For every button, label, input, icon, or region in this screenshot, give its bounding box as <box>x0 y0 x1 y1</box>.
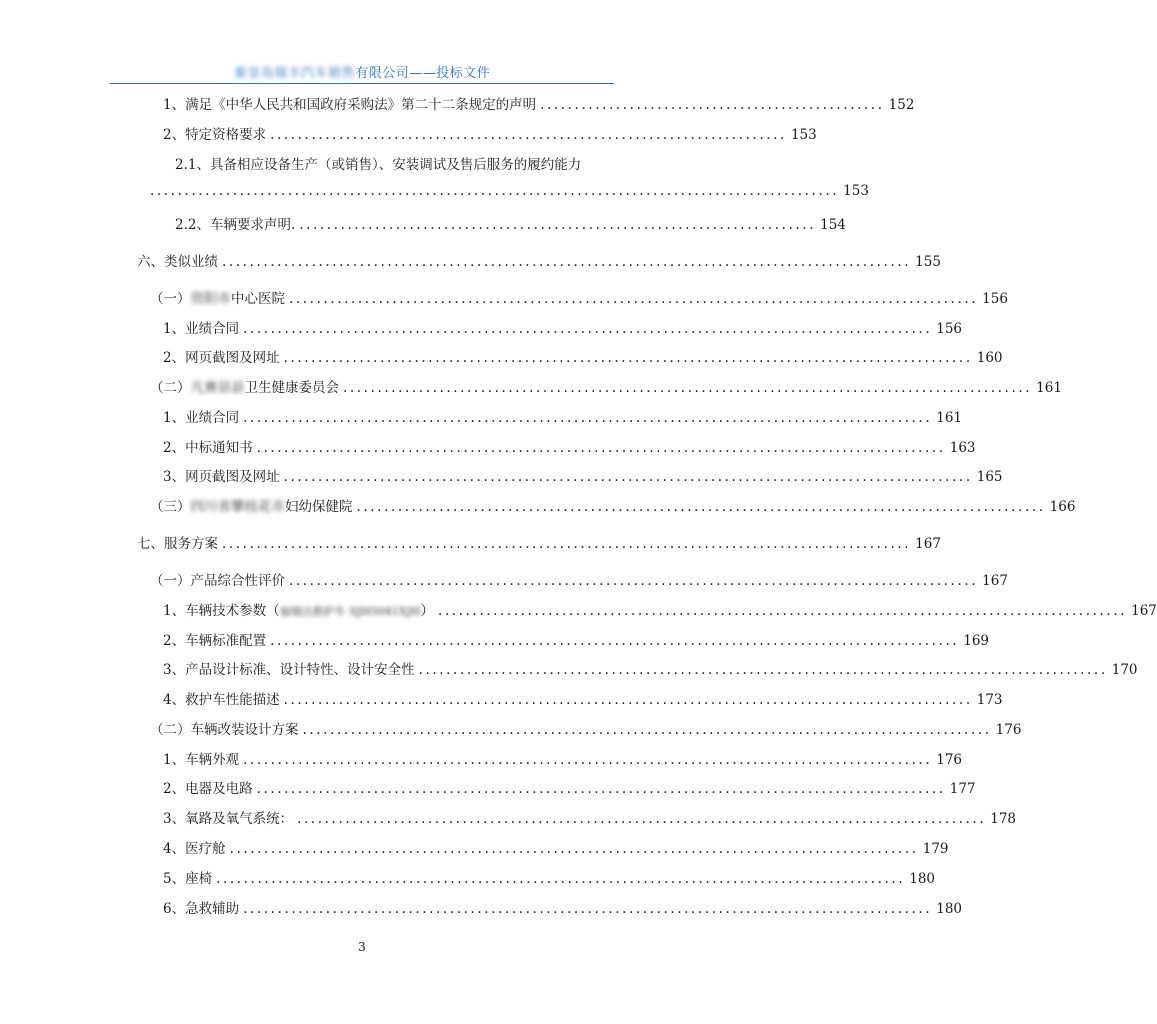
toc-entry-continuation[interactable]: .................................................................................................... 153 <box>150 183 869 199</box>
dot-leader: .................................................................................................... <box>297 811 987 827</box>
toc-entry[interactable]: 2、中标通知书 .................................................................................................... 163 <box>163 440 976 456</box>
toc-entry[interactable]: 1、车辆技术参数（福瑞达救护车 SJH5041XJH） .................................................................................................... 167 <box>163 603 1157 619</box>
toc-subsection[interactable]: （三）四川省攀枝花市妇幼保健院 .................................................................................................... 166 <box>150 499 1076 515</box>
page-number: 3 <box>358 940 366 954</box>
dot-leader: .................................................................................................... <box>270 633 960 649</box>
dot-leader: .................................................................................................... <box>289 291 979 307</box>
company-name-redacted: 秦皇岛瑞丰汽车销售 <box>233 66 356 81</box>
dot-leader: .................................................................................................... <box>222 536 912 552</box>
toc-entry[interactable]: 2、特定资格要求 ........................................................................... 153 <box>163 127 817 143</box>
dot-leader: .................................................................................................... <box>256 440 946 456</box>
dot-leader: .................................................................................................... <box>243 901 933 917</box>
redacted-text: 四川省攀枝花市 <box>190 499 285 515</box>
dot-leader: .................................................................................................... <box>289 573 979 589</box>
dot-leader: .................................................................................................... <box>243 410 933 426</box>
redacted-text: 福瑞达救护车 SJH5041XJH <box>279 605 421 618</box>
dot-leader: .................................................................................................... <box>150 183 840 199</box>
toc-subsection[interactable]: （一）产品综合性评价 .................................................................................................... 167 <box>150 573 1008 589</box>
dot-leader: .................................................................................................... <box>418 662 1108 678</box>
redacted-text: 凡赛县县 <box>190 380 245 396</box>
dot-leader: ........................................................................... <box>270 127 787 143</box>
toc-entry[interactable]: 2、网页截图及网址 .................................................................................................... 160 <box>163 350 1003 366</box>
redacted-text: 资阳市 <box>190 291 231 307</box>
toc-section[interactable]: 六、类似业绩 .................................................................................................... 155 <box>137 254 941 270</box>
dot-leader: .................................................................................................... <box>283 469 973 485</box>
dot-leader: .................................................................................................... <box>229 841 919 857</box>
toc-section[interactable]: 七、服务方案 .................................................................................................... 167 <box>137 536 941 552</box>
toc-entry[interactable]: 2、电器及电路 .................................................................................................... 177 <box>163 781 976 797</box>
dot-leader: .................................................................................................... <box>302 722 992 738</box>
dot-leader: .................................................................................................... <box>222 254 912 270</box>
toc-entry[interactable]: 1、满足《中华人民共和国政府采购法》第二十二条规定的声明 .................................................. 152 <box>163 97 915 113</box>
dot-leader: .................................................................................................... <box>216 871 906 887</box>
toc-entry[interactable]: 1、车辆外观 .................................................................................................... 176 <box>163 752 963 768</box>
toc-entry[interactable]: 1、业绩合同 .................................................................................................... 156 <box>163 321 963 337</box>
dot-leader: .................................................................................................... <box>243 321 933 337</box>
dot-leader: .................................................................................................... <box>343 380 1033 396</box>
dot-leader: .................................................................................................... <box>283 350 973 366</box>
toc-entry[interactable]: 2.1、具备相应设备生产（或销售）、安装调试及售后服务的履约能力 <box>175 157 582 173</box>
toc-entry[interactable]: 3、网页截图及网址 .................................................................................................... 165 <box>163 469 1003 485</box>
toc-entry[interactable]: 1、业绩合同 .................................................................................................... 161 <box>163 410 963 426</box>
dot-leader: .................................................................................................... <box>356 499 1046 515</box>
dot-leader: .................................................. <box>540 97 885 113</box>
toc-entry[interactable]: 3、氧路及氧气系统： .................................................................................................... 178 <box>163 811 1017 827</box>
toc-entry[interactable]: 4、医疗舱 .................................................................................................... 179 <box>163 841 949 857</box>
toc-entry[interactable]: 4、救护车性能描述 .................................................................................................... 173 <box>163 692 1003 708</box>
dot-leader: .................................................................................................... <box>256 781 946 797</box>
dot-leader: .................................................................................................... <box>243 752 933 768</box>
toc-entry[interactable]: 6、急救辅助 .................................................................................................... 180 <box>163 901 963 917</box>
toc-entry[interactable]: 5、座椅 .................................................................................................... 180 <box>163 871 936 887</box>
toc-subsection[interactable]: （二）凡赛县县卫生健康委员会 .................................................................................................... 161 <box>150 380 1062 396</box>
toc-subsection[interactable]: （一）资阳市中心医院 .................................................................................................... 156 <box>150 291 1008 307</box>
dot-leader: .................................................................................................... <box>283 692 973 708</box>
toc-entry[interactable]: 3、产品设计标准、设计特性、设计安全性 .................................................................................................... 170 <box>163 662 1138 678</box>
toc-entry[interactable]: 2.2、车辆要求声明. ........................................................................... 154 <box>175 217 846 233</box>
toc-entry[interactable]: 2、车辆标准配置 .................................................................................................... 169 <box>163 633 990 649</box>
dot-leader: ........................................................................... <box>299 217 817 233</box>
dot-leader: .................................................................................................... <box>437 603 1128 619</box>
toc-subsection[interactable]: （二）车辆改装设计方案 .................................................................................................... 176 <box>150 722 1022 738</box>
header-suffix: 有限公司——投标文件 <box>355 66 491 81</box>
